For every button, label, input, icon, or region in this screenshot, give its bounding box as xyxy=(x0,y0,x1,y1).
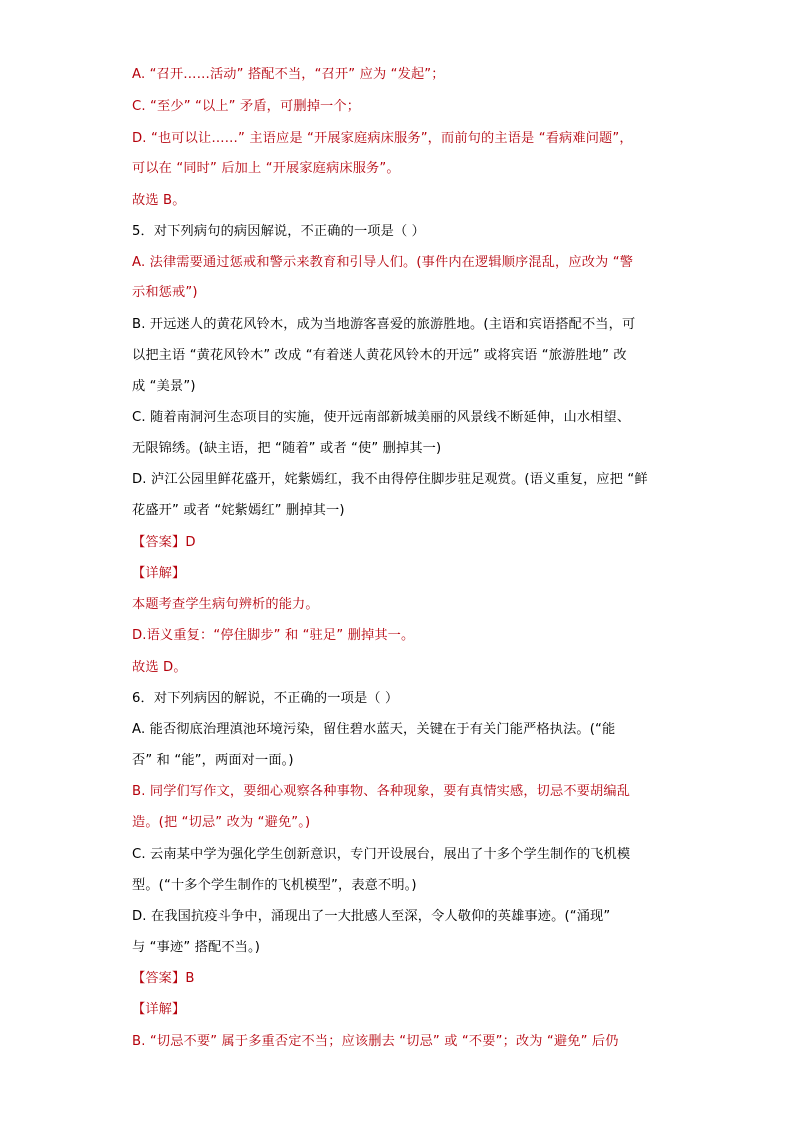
option-6d: D. 在我国抗疫斗争中，涌现出了一大批感人至深，令人敬仰的英雄事迹。(“涌现” xyxy=(132,909,611,924)
option-5d: D. 泸江公园里鲜花盛开，姹紫嫣红，我不由得停住脚步驻足观赏。(语义重复，应把 “鲜 xyxy=(132,472,648,487)
explanation-text: B. “切忌不要” 属于多重否定不当；应该删去 “切忌” 或 “不要”；改为 “避免” 后仍 xyxy=(132,1034,619,1049)
text-line: 故选 B。 xyxy=(132,193,186,208)
text-line: 可以在 “同时” 后加上 “开展家庭病床服务”。 xyxy=(132,161,400,176)
question-6-stem: 6．对下列病因的解说，不正确的一项是（ ） xyxy=(132,691,399,706)
answer-label: 【答案】B xyxy=(132,971,195,986)
option-5a: A. 法律需要通过惩戒和警示来教育和引导人们。(事件内在逻辑顺序混乱，应改为 “警 xyxy=(132,255,634,270)
option-5b: B. 开远迷人的黄花风铃木，成为当地游客喜爱的旅游胜地。(主语和宾语搭配不当，可 xyxy=(132,317,636,332)
option-6a-cont: 否” 和 “能”，两面对一面。) xyxy=(132,753,294,768)
explanation-text: 故选 D。 xyxy=(132,660,187,675)
option-5a-cont: 示和惩戒”) xyxy=(132,285,198,300)
text-line: C. “至少” “以上” 矛盾，可删掉一个； xyxy=(132,99,361,114)
option-5d-cont: 花盛开” 或者 “姹紫嫣红” 删掉其一) xyxy=(132,503,345,518)
option-5b-cont: 成 “美景”) xyxy=(132,379,196,394)
explanation-label: 【详解】 xyxy=(132,1002,186,1017)
text-line: A. “召开……活动” 搭配不当，“召开” 应为 “发起”； xyxy=(132,67,445,82)
text-line: D. “也可以让……” 主语应是 “开展家庭病床服务”，而前句的主语是 “看病难问题”， xyxy=(132,131,633,146)
option-6b: B. 同学们写作文，要细心观察各种事物、各种现象，要有真情实感，切忌不要胡编乱 xyxy=(132,784,631,799)
option-6a: A. 能否彻底治理滇池环境污染，留住碧水蓝天，关键在于有关门能严格执法。(“能 xyxy=(132,722,616,737)
explanation-label: 【详解】 xyxy=(132,566,186,581)
option-6b-cont: 造。(把 “切忌” 改为 “避免”。) xyxy=(132,815,311,830)
option-5c-cont: 无限锦绣。(缺主语，把 “随着” 或者 “使” 删掉其一) xyxy=(132,441,442,456)
option-6c-cont: 型。(“十多个学生制作的飞机模型”，表意不明。) xyxy=(132,878,417,893)
question-5-stem: 5．对下列病句的病因解说，不正确的一项是（ ） xyxy=(132,224,425,239)
option-6d-cont: 与 “事迹” 搭配不当。) xyxy=(132,940,261,955)
answer-label: 【答案】D xyxy=(132,535,196,550)
option-6c: C. 云南某中学为强化学生创新意识，专门开设展台，展出了十多个学生制作的飞机模 xyxy=(132,847,631,862)
option-5b-cont: 以把主语 “黄花风铃木” 改成 “有着迷人黄花风铃木的开远” 或将宾语 “旅游胜地” 改 xyxy=(132,348,627,363)
option-5c: C. 随着南洞河生态项目的实施，使开远南部新城美丽的风景线不断延伸，山水相望、 xyxy=(132,410,631,425)
explanation-text: D.语义重复：“停住脚步” 和 “驻足” 删掉其一。 xyxy=(132,628,415,643)
explanation-text: 本题考查学生病句辨析的能力。 xyxy=(132,597,319,612)
